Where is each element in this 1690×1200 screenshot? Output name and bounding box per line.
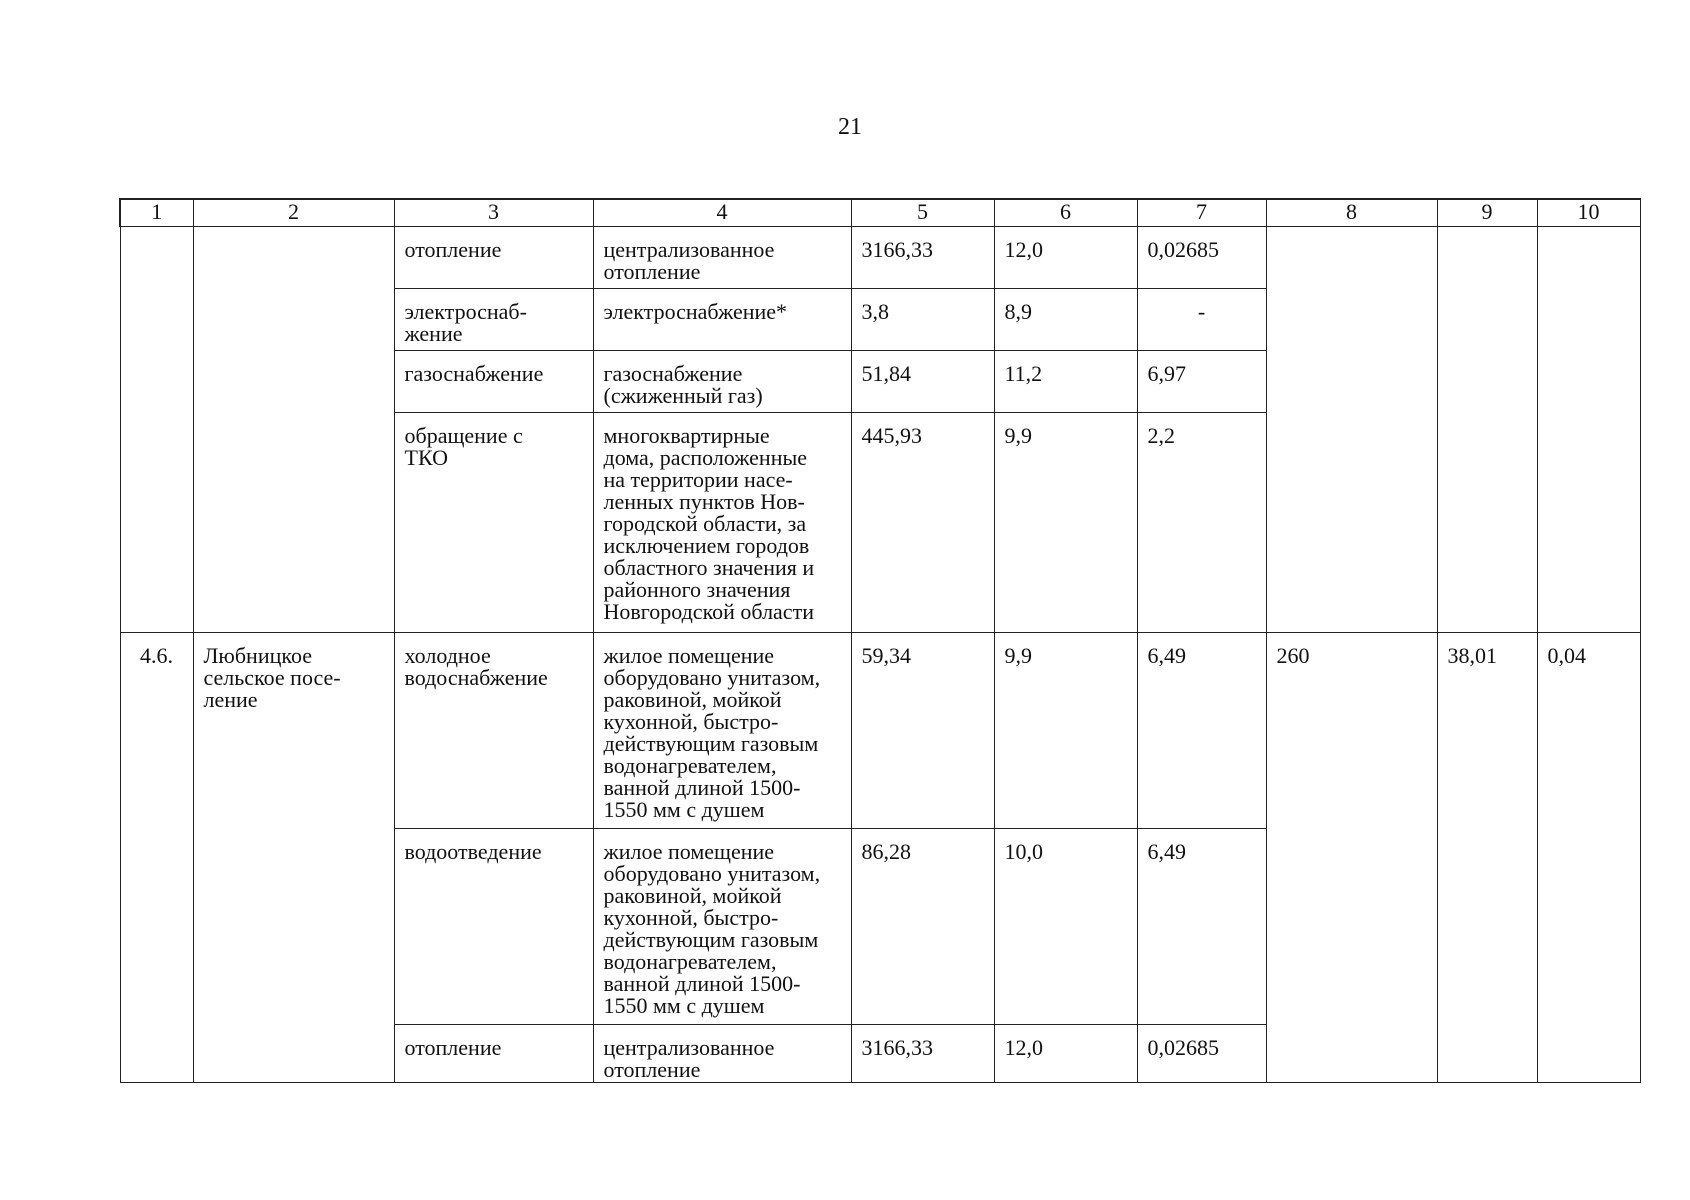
col-header-3: 3 — [394, 199, 593, 227]
settlement-value-10: 0,04 — [1547, 643, 1586, 668]
value-cell-7: 2,2 — [1147, 423, 1175, 448]
value-cell-6: 10,0 — [1004, 839, 1043, 864]
tariff-table — [119, 198, 1641, 1083]
value-cell-6: 8,9 — [1004, 299, 1032, 324]
page-number: 21 — [838, 114, 862, 140]
col-header-5: 5 — [851, 199, 994, 227]
col-header-4: 4 — [593, 199, 851, 227]
column-number-row — [120, 199, 1640, 227]
col-header-2: 2 — [193, 199, 394, 227]
cont-c9-cell — [1437, 227, 1537, 633]
table-row — [120, 633, 1640, 829]
col-header-9: 9 — [1437, 199, 1537, 227]
service-cell: отопление — [404, 237, 502, 262]
condition-cell: жилое помещение оборудовано унитазом, раковиной, мойкой кухонной, быстро- действующим газовым водонагревателем, ванной длиной 1500- 1550 мм с душем — [603, 643, 821, 822]
cont-c8-cell — [1266, 227, 1437, 633]
value-cell-5: 3166,33 — [861, 237, 933, 262]
cont-num-cell — [120, 227, 193, 633]
value-cell-5: 86,28 — [861, 839, 911, 864]
condition-cell: многоквартирные дома, расположенные на территории насе- ленных пунктов Нов- городской области, за исключением городов областного значения и районного значения Новгородской области — [603, 423, 815, 624]
col-header-6: 6 — [994, 199, 1137, 227]
condition-cell: газоснабжение (сжиженный газ) — [603, 361, 763, 408]
condition-cell: жилое помещение оборудовано унитазом, раковиной, мойкой кухонной, быстро- действующим газовым водонагревателем, ванной длиной 1500- 1550 мм с душем — [603, 839, 821, 1018]
service-cell: обращение с ТКО — [404, 423, 523, 470]
value-cell-6: 11,2 — [1004, 361, 1043, 386]
value-cell-6: 9,9 — [1004, 643, 1032, 668]
value-cell-7: 0,02685 — [1147, 1035, 1219, 1060]
col-header-1: 1 — [120, 199, 193, 227]
condition-cell: централизованное отопление — [603, 237, 775, 284]
value-cell-5: 3166,33 — [861, 1035, 933, 1060]
value-cell-7: - — [1197, 299, 1206, 324]
settlement-value-8: 260 — [1276, 643, 1310, 668]
settlement-number: 4.6. — [140, 643, 173, 668]
value-cell-7: 6,49 — [1147, 839, 1186, 864]
value-cell-7: 6,49 — [1147, 643, 1186, 668]
value-cell-7: 0,02685 — [1147, 237, 1219, 262]
value-cell-6: 12,0 — [1004, 237, 1043, 262]
value-cell-7: 6,97 — [1147, 361, 1186, 386]
table-row — [120, 227, 1640, 289]
col-header-8: 8 — [1266, 199, 1437, 227]
value-cell-5: 59,34 — [861, 643, 911, 668]
settlement-name: Любницкое сельское посе- ление — [203, 643, 341, 712]
service-cell: отопление — [404, 1035, 502, 1060]
cont-name-cell — [193, 227, 394, 633]
value-cell-6: 9,9 — [1004, 423, 1032, 448]
service-cell: водоотведение — [404, 839, 542, 864]
condition-cell: централизованное отопление — [603, 1035, 775, 1082]
value-cell-5: 51,84 — [861, 361, 911, 386]
service-cell: электроснаб- жение — [404, 299, 527, 346]
service-cell: холодное водоснабжение — [404, 643, 548, 690]
service-cell: газоснабжение — [404, 361, 544, 386]
value-cell-6: 12,0 — [1004, 1035, 1043, 1060]
condition-cell: электроснабжение* — [603, 299, 788, 324]
cont-c10-cell — [1537, 227, 1640, 633]
value-cell-5: 445,93 — [861, 423, 922, 448]
settlement-value-9: 38,01 — [1447, 643, 1497, 668]
col-header-7: 7 — [1137, 199, 1266, 227]
value-cell-5: 3,8 — [861, 299, 889, 324]
col-header-10: 10 — [1537, 199, 1640, 227]
